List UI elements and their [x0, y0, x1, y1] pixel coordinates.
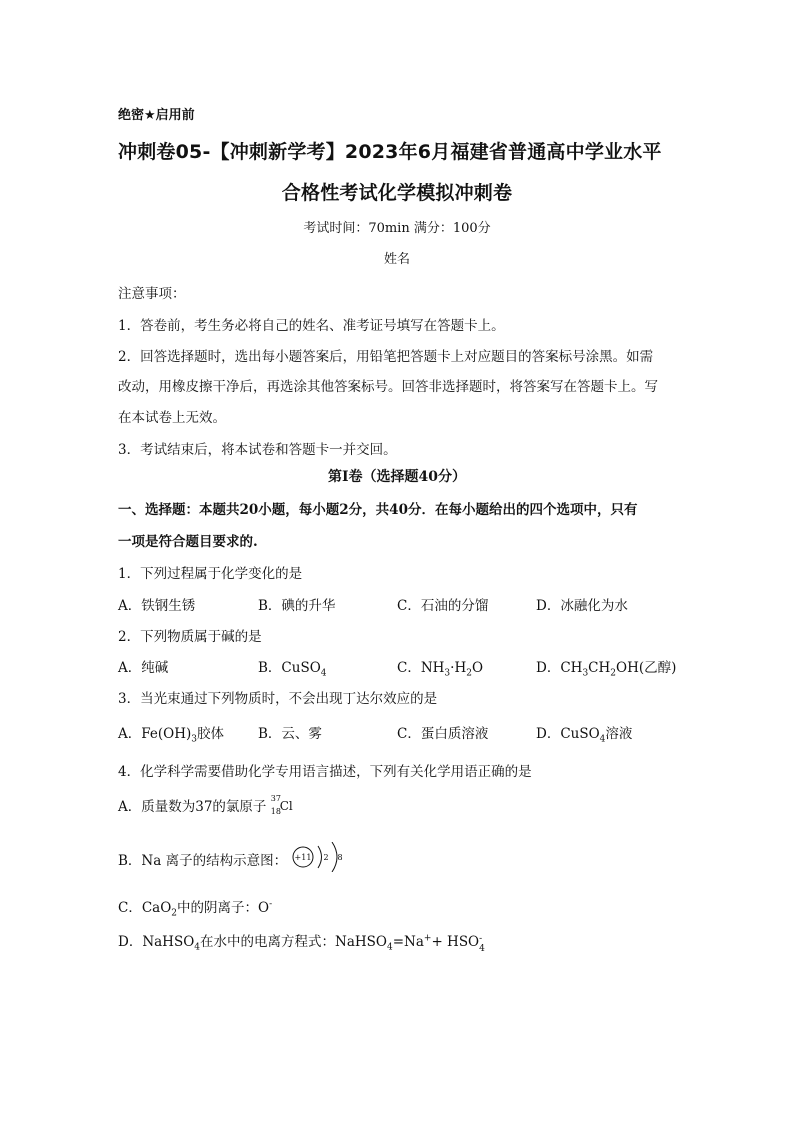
section-instruction: 一、选择题：本题共20小题，每小题2分，共40分．在每小题给出的四个选项中，只有 — [118, 502, 638, 518]
ion-structure-diagram — [290, 842, 362, 872]
note-item: 2．回答选择题时，选出每小题答案后，用铅笔把答题卡上对应题目的答案标号涂黑。如需 — [118, 349, 654, 365]
option-a: A．纯碱 — [118, 660, 169, 676]
option-b: B．碘的升华 — [258, 598, 336, 614]
note-item: 3．考试结束后，将本试卷和答题卡一并交回。 — [118, 442, 397, 458]
exam-title-line2: 合格性考试化学模拟冲刺卷 — [281, 182, 513, 204]
confidential-mark: 绝密★启用前 — [118, 108, 195, 123]
nuclide-notation: 37 18 Cl — [270, 793, 293, 816]
option-b: B．CuSO$_4$ — [258, 660, 327, 679]
note-item: 改动，用橡皮擦干净后，再选涂其他答案标号。回答非选择题时，将答案写在答题卡上。写 — [118, 379, 658, 395]
exam-title-line1: 冲刺卷05-【冲刺新学考】2023年6月福建省普通高中学业水平 — [118, 141, 662, 163]
exam-info: 考试时间：70min 满分：100分 — [303, 221, 491, 236]
option-d: D．$CH_3CH_2OH$(乙醇) — [536, 660, 677, 679]
electron-shell-2 — [332, 842, 337, 872]
option-c: C．石油的分馏 — [397, 598, 489, 614]
note-item: 在本试卷上无效。 — [118, 410, 226, 426]
note-item: 1．答卷前，考生务必将自己的姓名、准考证号填写在答题卡上。 — [118, 318, 505, 334]
option-d: D．CuSO$_4$溶液 — [536, 726, 633, 745]
question-stem: 2．下列物质属于碱的是 — [118, 629, 262, 645]
shell-1-electrons: 2 — [323, 853, 329, 862]
option-a: A．$Fe(OH)_3$胶体 — [118, 726, 224, 745]
name-label: 姓名 — [383, 252, 410, 267]
option-c: C．CaO$_2$中的阴离子：O- — [118, 899, 273, 919]
option-c: C．$NH_3\cdot H_2O$ — [397, 660, 484, 679]
option-b: B．云、雾 — [258, 726, 322, 742]
option-a: A．质量数为37的氯原子 37 18 Cl — [118, 793, 293, 816]
question-stem: 4．化学科学需要借助化学专用语言描述，下列有关化学用语正确的是 — [118, 764, 532, 780]
electron-shell-1 — [318, 846, 322, 868]
option-d: D．冰融化为水 — [536, 598, 628, 614]
question-stem: 1．下列过程属于化学变化的是 — [118, 566, 303, 582]
question-stem: 3．当光束通过下列物质时，不会出现丁达尔效应的是 — [118, 691, 438, 707]
shell-2-electrons: 8 — [337, 853, 343, 862]
option-a: A．铁钢生锈 — [118, 598, 196, 614]
section-instruction: 一项是符合题目要求的. — [118, 534, 258, 550]
section-title: 第Ⅰ卷（选择题40分） — [327, 469, 467, 485]
nucleus-charge: +11 — [294, 853, 312, 862]
notes-heading: 注意事项： — [118, 286, 186, 302]
option-d: D．NaHSO$_4$在水中的电离方程式：NaHSO$_4$=Na++ HSO - 4 — [118, 933, 485, 954]
option-b: B．Na 离子的结构示意图： — [118, 853, 288, 869]
option-c: C．蛋白质溶液 — [397, 726, 489, 742]
